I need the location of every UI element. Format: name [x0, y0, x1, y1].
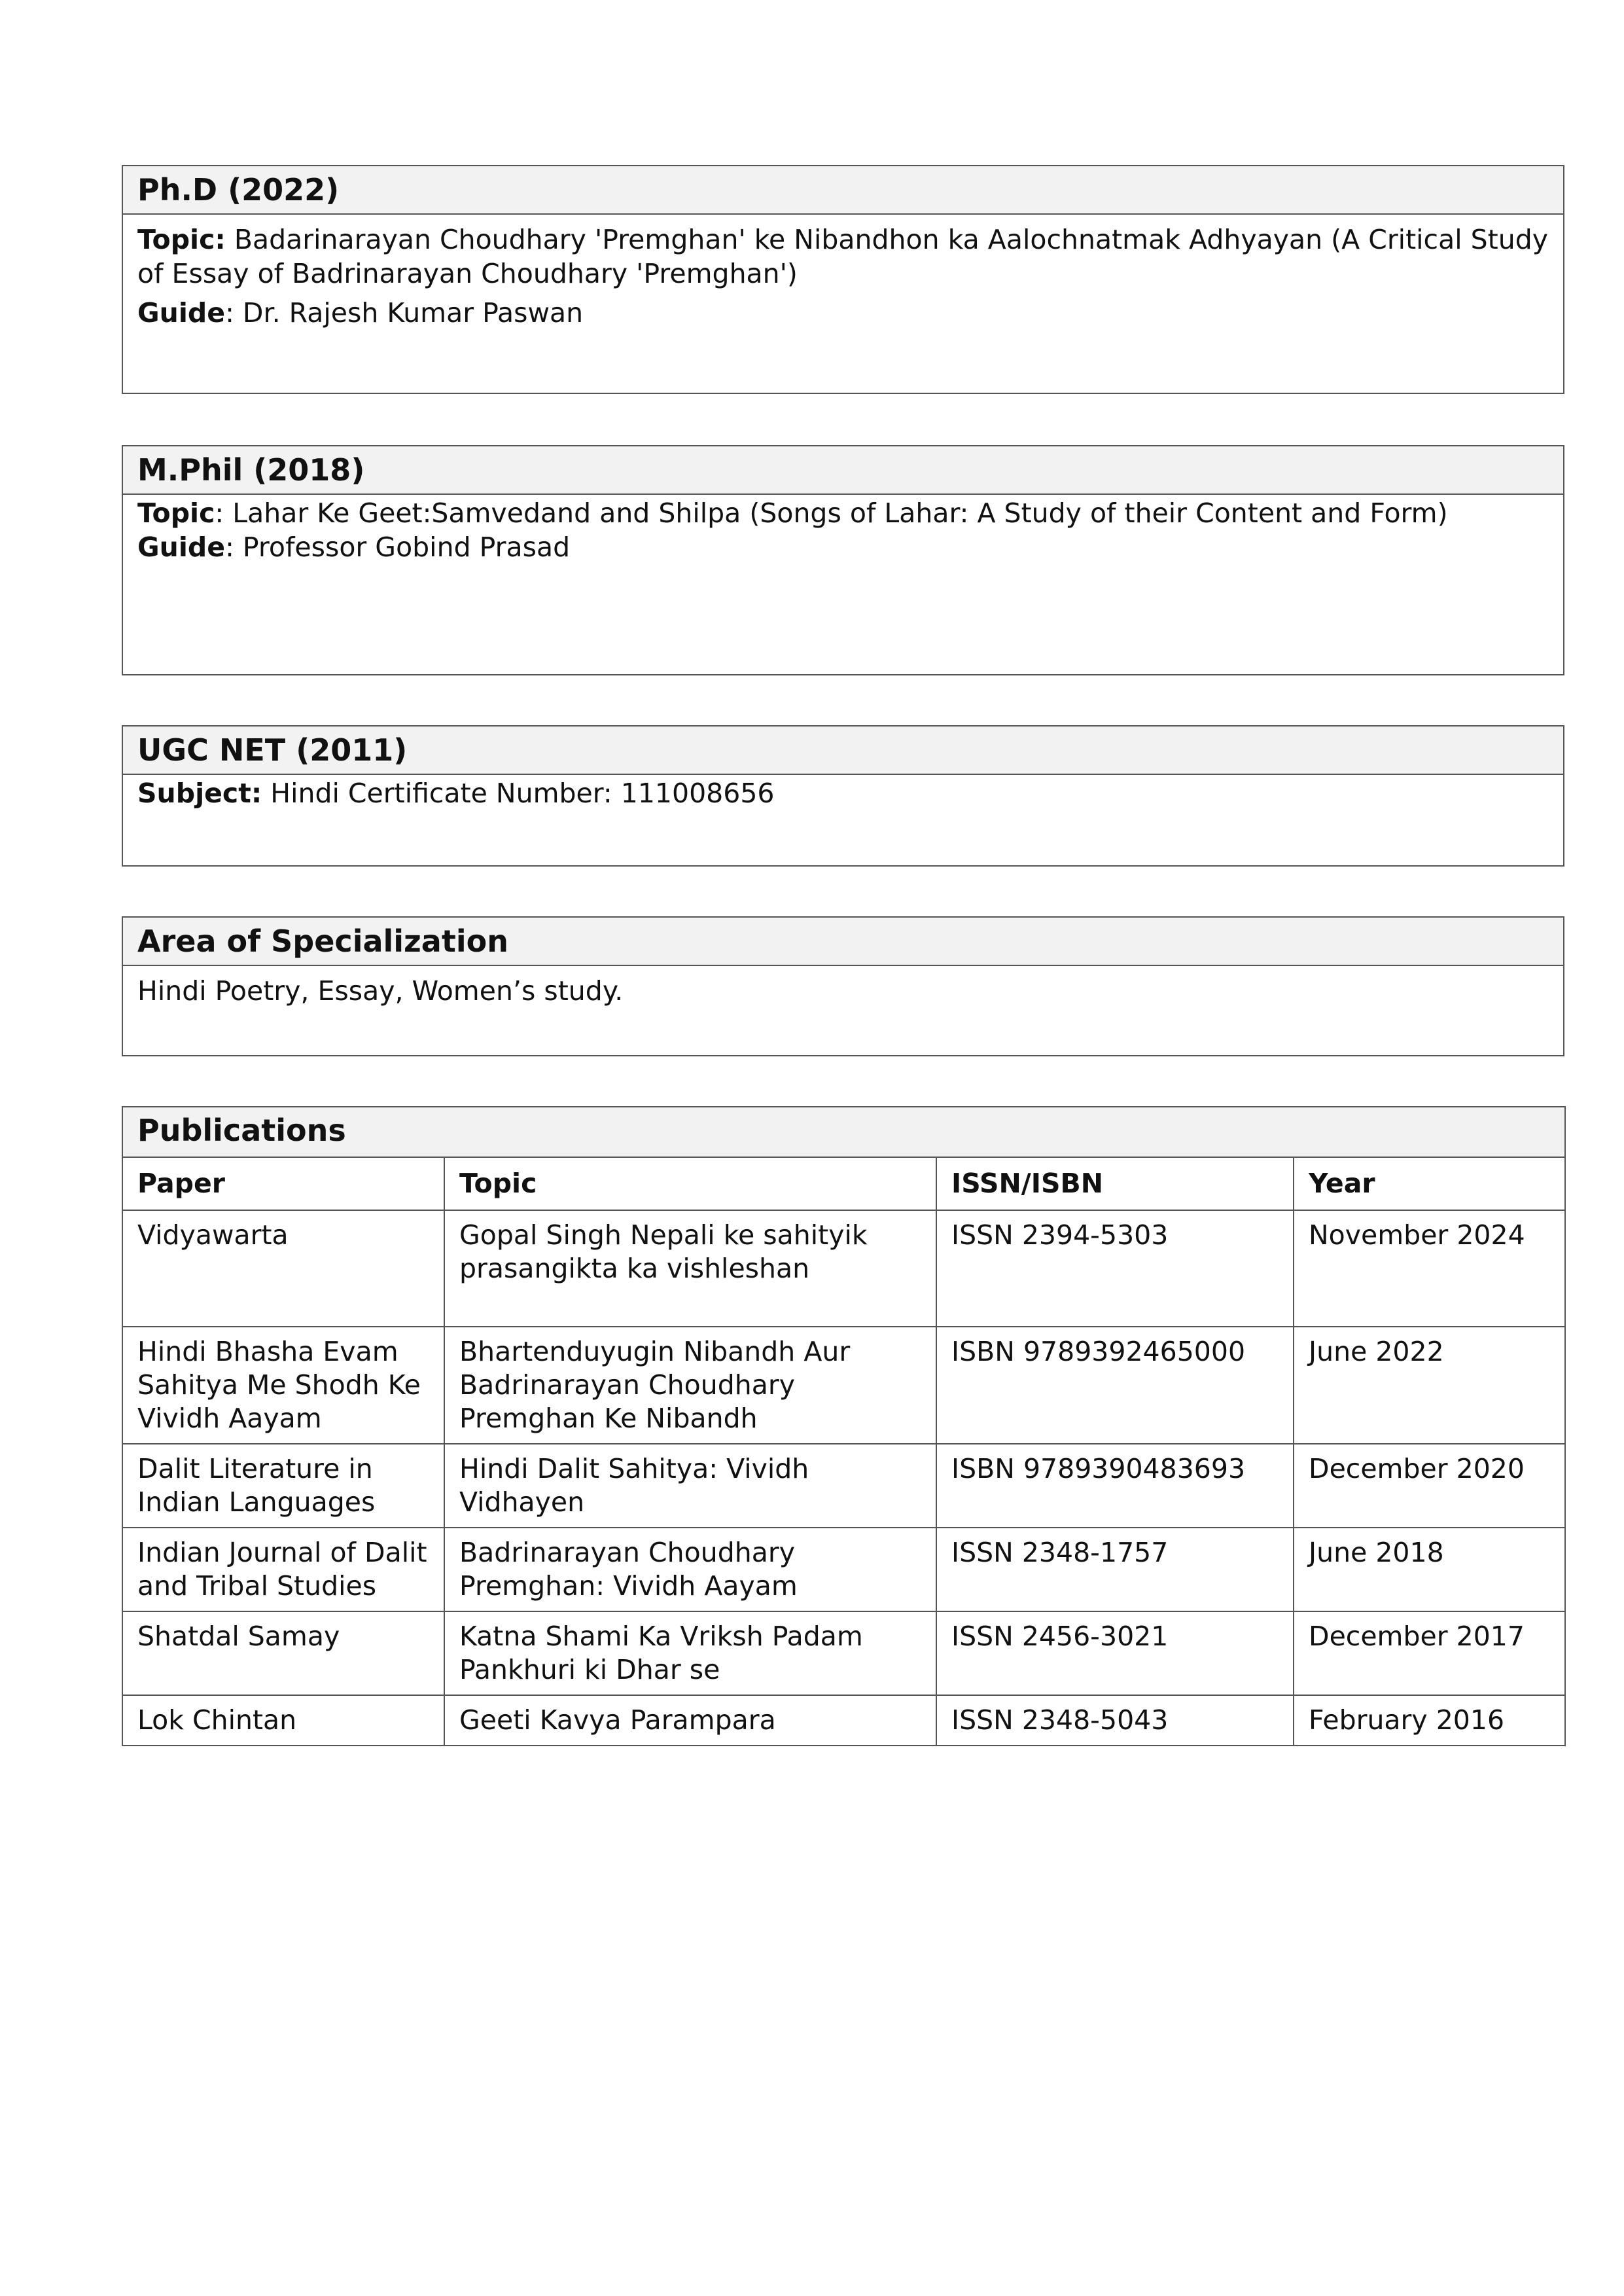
ugc-net-subject-text: Hindi Certificate Number: 111008656: [262, 778, 775, 809]
topic-cell: Badrinarayan Choudhary Premghan: Vividh Aayam: [444, 1528, 936, 1611]
ugc-net-body: [123, 775, 1563, 810]
phd-topic: [137, 223, 1549, 291]
phd-guide-label: Guide: [137, 297, 226, 329]
column-header-year: Year: [1294, 1157, 1565, 1210]
publications-heading: Publications: [122, 1107, 1565, 1157]
ugc-net-subject: [137, 776, 1549, 810]
mphil-guide: [137, 530, 1549, 564]
table-row: [122, 1611, 1565, 1695]
table-row: [122, 1528, 1565, 1611]
phd-heading: Ph.D (2022): [123, 166, 1563, 215]
publications-title-row: [122, 1107, 1565, 1157]
issn-cell: ISSN 2394-5303: [936, 1210, 1294, 1327]
mphil-guide-label: Guide: [137, 531, 226, 563]
paper-cell: Dalit Literature in Indian Languages: [122, 1444, 444, 1528]
topic-cell: Gopal Singh Nepali ke sahityik prasangikta ka vishleshan: [444, 1210, 936, 1327]
year-cell: June 2022: [1294, 1327, 1565, 1444]
paper-cell: Vidyawarta: [122, 1210, 444, 1327]
paper-cell: Hindi Bhasha Evam Sahitya Me Shodh Ke Vividh Aayam: [122, 1327, 444, 1444]
specialization-section: [122, 916, 1564, 1056]
table-row: [122, 1327, 1565, 1444]
mphil-guide-text: : Professor Gobind Prasad: [225, 531, 571, 563]
paper-cell: Lok Chintan: [122, 1695, 444, 1746]
phd-body: [123, 215, 1563, 330]
issn-cell: ISBN 9789392465000: [936, 1327, 1294, 1444]
topic-cell: Katna Shami Ka Vriksh Padam Pankhuri ki Dhar se: [444, 1611, 936, 1695]
year-cell: February 2016: [1294, 1695, 1565, 1746]
issn-cell: ISSN 2456-3021: [936, 1611, 1294, 1695]
specialization-text: Hindi Poetry, Essay, Women’s study.: [137, 975, 624, 1007]
year-cell: November 2024: [1294, 1210, 1565, 1327]
phd-section: [122, 165, 1564, 394]
phd-guide-text: : Dr. Rajesh Kumar Paswan: [225, 297, 584, 329]
table-row: [122, 1444, 1565, 1528]
topic-cell: Bhartenduyugin Nibandh Aur Badrinarayan Choudhary Premghan Ke Nibandh: [444, 1327, 936, 1444]
column-header-issn-isbn: ISSN/ISBN: [936, 1157, 1294, 1210]
mphil-topic-label: Topic: [137, 497, 215, 529]
topic-cell: Hindi Dalit Sahitya: Vividh Vidhayen: [444, 1444, 936, 1528]
table-row: [122, 1695, 1565, 1746]
ugc-net-heading: UGC NET (2011): [123, 726, 1563, 775]
paper-cell: Indian Journal of Dalit and Tribal Studies: [122, 1528, 444, 1611]
ugc-net-subject-label: Subject:: [137, 778, 262, 809]
issn-cell: ISBN 9789390483693: [936, 1444, 1294, 1528]
phd-topic-text: Badarinarayan Choudhary 'Premghan' ke Nibandhon ka Aalochnatmak Adhyayan (A Critical Study of Essay of Badrinarayan Choudhary 'Premghan'): [137, 224, 1549, 289]
phd-topic-label: Topic:: [137, 224, 226, 255]
specialization-heading: Area of Specialization: [123, 918, 1563, 966]
mphil-topic-text: : Lahar Ke Geet:Samvedand and Shilpa (Songs of Lahar: A Study of their Content and Form): [215, 497, 1448, 529]
column-header-topic: Topic: [444, 1157, 936, 1210]
issn-cell: ISSN 2348-5043: [936, 1695, 1294, 1746]
specialization-body: [123, 966, 1563, 1008]
column-header-paper: Paper: [122, 1157, 444, 1210]
ugc-net-section: [122, 725, 1564, 867]
topic-cell: Geeti Kavya Parampara: [444, 1695, 936, 1746]
mphil-body: [123, 495, 1563, 564]
year-cell: December 2017: [1294, 1611, 1565, 1695]
phd-guide: [137, 296, 1549, 330]
mphil-heading: M.Phil (2018): [123, 446, 1563, 495]
mphil-topic: [137, 496, 1549, 530]
mphil-section: [122, 445, 1564, 675]
publications-header-row: [122, 1157, 1565, 1210]
year-cell: December 2020: [1294, 1444, 1565, 1528]
year-cell: June 2018: [1294, 1528, 1565, 1611]
publications-table: [122, 1106, 1566, 1746]
issn-cell: ISSN 2348-1757: [936, 1528, 1294, 1611]
paper-cell: Shatdal Samay: [122, 1611, 444, 1695]
table-row: [122, 1210, 1565, 1327]
